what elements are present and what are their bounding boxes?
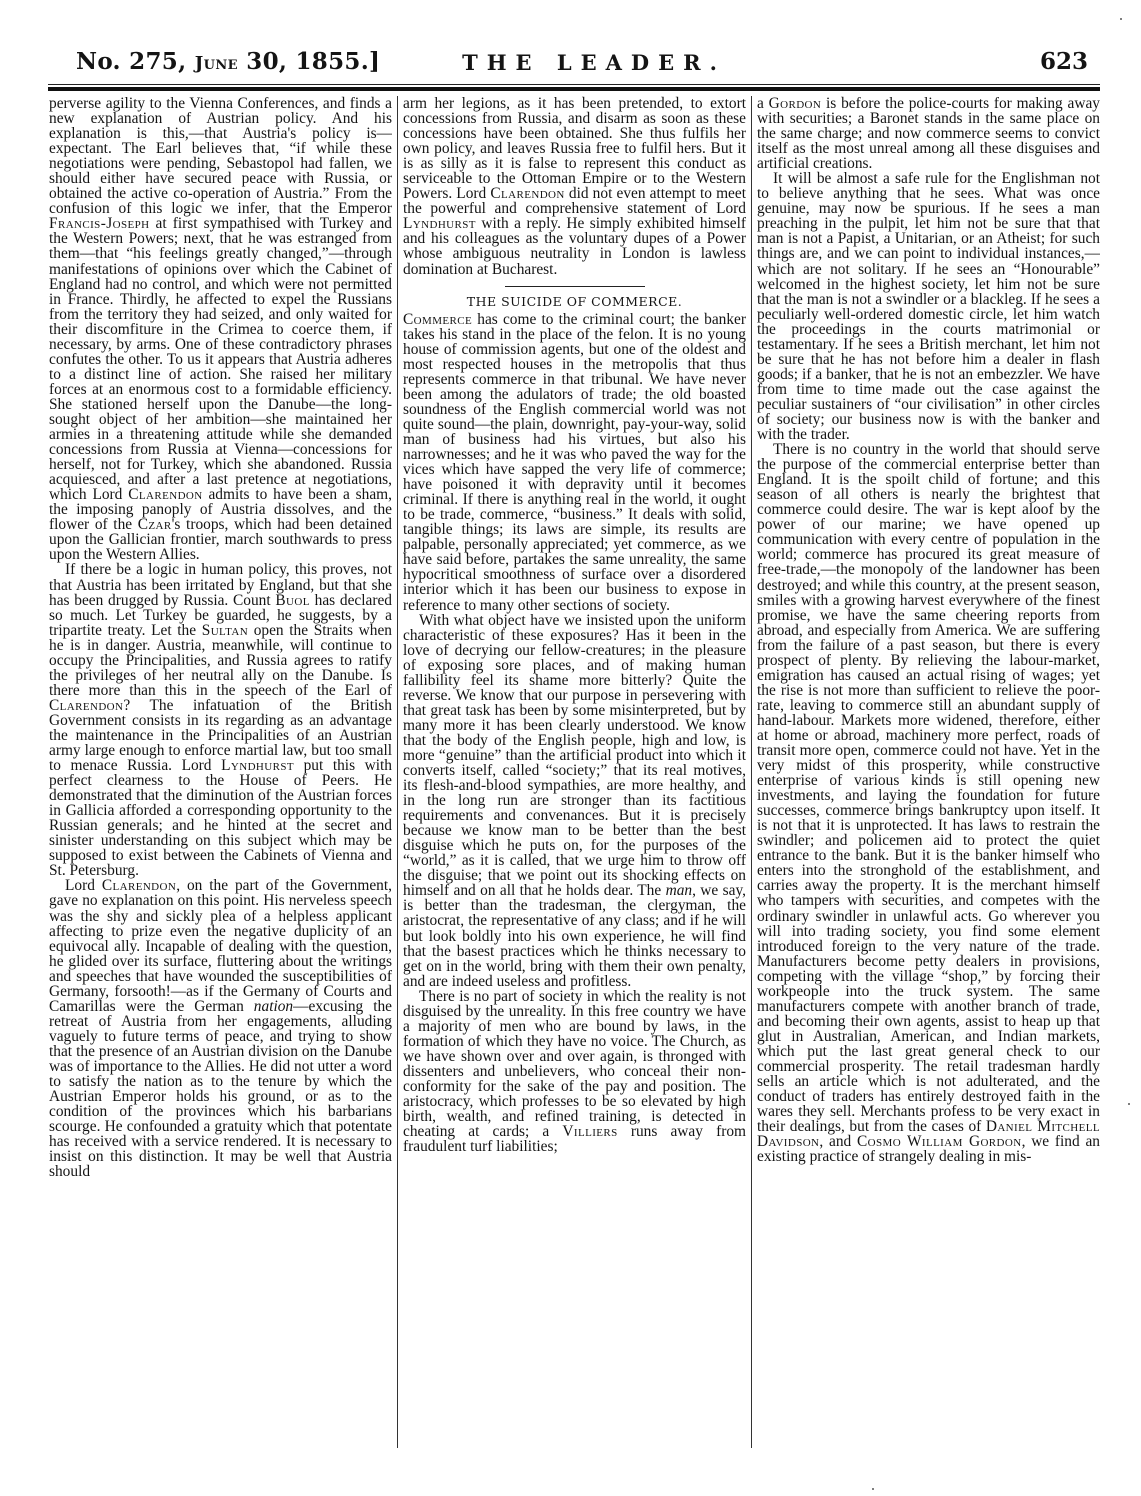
publication-title: THE LEADER. [462, 50, 726, 75]
print-speck [872, 1488, 874, 1490]
paragraph: With what object have we insisted upon the uniform characteristic of these exposures? Has it been in the love of decrying our fellow-creatures; in the pleasure of exposing sore places, and of making human fallibility feel its shame more bitterly? Quite the reverse. We know that our purpose in persevering with that great task has been by some misinterpreted, but by many more it has been clearly understood. We know that the body of the English people, high and low, is more “genuine” than the artificial product into which it converts itself, called “society;” that its real motives, its flesh-and-blood sympathies, are more healthy, and in the long run are stronger than its factitious requirements and convenances. But it is precisely because we know man to be better than the best disguise which he puts on, for the purposes of the “world,” as it is called, that we urge him to throw off the disguise; that we point out its shocking effects on himself and on all that he holds dear. The man, we say, is better than the tradesman, the clergyman, the aristocrat, the representative of any class; and if he will but look boldly into his own experience, he will find that the basest practices which he thinks necessary to get on in the world, bring with them their own penalty, and are indeed useless and profitless. [403, 611, 746, 990]
article-column-middle [403, 96, 746, 1451]
name-small-caps: Francis-Joseph [49, 215, 150, 233]
issue-number: No. 275, [76, 48, 187, 75]
name-small-caps: Clarendon [49, 696, 124, 714]
name-small-caps: Cosmo William Gordon [857, 1133, 1022, 1151]
name-small-caps: Lyndhurst [403, 215, 476, 233]
paragraph: Commerce has come to the criminal court; the banker takes his stand in the place of the felon. It is no young house of commission agents, but one of the oldest and most respected houses in the metropolis that thus represents commerce in that tribunal. We have never been among the adulators of trade; the old boasted soundness of the English commercial world was not quite sound—the plain, downright, pay-your-way, solid man of business had his virtues, but also his narrownesses; and he it was who paved the way for the vices which have sapped the very life of commerce; have poisoned it with depravity until it becomes criminal. If there is anything real in the world, it ought to be trade, commerce, “business.” It deals with solid, tangible things; its laws are simple, its results are palpable, personally appreciated; yet commerce, as we have said before, partakes the same unreality, the same hypocritical smoothness of surface over a disordered interior which it has been our business to expose in reference to many other sections of society. [403, 310, 746, 614]
column-divider [397, 96, 398, 1448]
name-small-caps: Sultan [201, 621, 249, 639]
article-heading: THE SUICIDE OF COMMERCE. [466, 293, 683, 309]
name-small-caps: Daniel Mitchell Davidson [757, 1118, 1100, 1151]
issue-date-rest: 30, 1855.] [246, 48, 381, 75]
paragraph: a Gordon is before the police-courts for making away with securities; a Baronet stands in the same place on the same charge; and now commerce seems to convict itself as the most unreal among all these disguises and artificial creations. [757, 96, 1100, 173]
name-small-caps: Clarendon [490, 185, 565, 203]
issue-month: June [194, 53, 238, 74]
name-small-caps: Lyndhurst [221, 757, 294, 775]
column-divider [751, 96, 752, 1448]
name-small-caps: Commerce [403, 310, 473, 328]
section-divider [505, 286, 645, 287]
paragraph: If there be a logic in human policy, this proves, not that Austria has been irritated by England, but that she has been drugged by Russia. Count Buol has declared so much. Let Turkey be guarded, he suggests, by a tripartite treaty. Let the Sultan open the Straits when he is in danger. Austria, meanwhile, will continue to occupy the Principalities, and Russia agrees to ratify the privileges of her neutral ally on the Danube. Is there more than this in the speech of the Earl of Clarendon? The infatuation of the British Government consists in its regarding as an advantage the maintenance in the Principalities of an Austrian army large enough to enforce martial law, but too small to menace Russia. Lord Lyndhurst put this with perfect clearness to the House of Peers. He demonstrated that the diminution of the Austrian forces in Gallicia afforded a corresponding opportunity to the Russian generals; and he hinted at the secret and sinister understanding on this subject which may be supposed to exist between the Cabinets of Vienna and St. Petersburg. [49, 561, 392, 880]
name-small-caps: Gordon [768, 96, 822, 112]
header-rule-thin [48, 84, 1100, 85]
header-rule-thick [48, 87, 1100, 91]
name-small-caps: Villiers [562, 1123, 618, 1141]
article-column-right [757, 96, 1100, 1451]
paragraph: There is no part of society in which the reality is not disguised by the unreality. In this free country we have a majority of men who are bound by laws, in the formation of which they have no voice. The Church, as we have shown over and over again, is thronged with dissenters and unbelievers, who conceal their non-conformity for the sake of the pay and position. The aristocracy, which professes to be so elevated by high birth, wealth, and refined training, is detected in cheating at cards; a Villiers runs away from fraudulent turf liabilities; [403, 987, 746, 1156]
italic-emphasis: man [665, 882, 693, 900]
paragraph: Lord Clarendon, on the part of the Government, gave no explanation on this point. His nerveless speech was the shy and sickly plea of a helpless applicant affecting to prize even the negative duplicity of an equivocal ally. Incapable of dealing with the question, he glided over its surface, fluttering about the writings and speeches that have wounded the susceptibilities of Germany, forsooth!—as if the Germany of Courts and Camarillas were the German nation—excusing the retreat of Austria from her engagements, alluding vaguely to future terms of peace, and trying to show that the presence of an Austrian division on the Danube was of importance to the Allies. He did not utter a word to satisfy the nation as to the tenure by which the Austrian Emperor holds his ground, or as to the condition of the provinces which his barbarians scourge. He confounded a gratuity which that potentate has received with a service rendered. It is necessary to insist on this distinction. It may be well that Austria should [49, 877, 392, 1181]
print-speck [1120, 18, 1122, 20]
article-column-left [49, 96, 392, 1451]
name-small-caps: Buol [275, 591, 310, 609]
paragraph: There is no country in the world that should serve the purpose of the commercial enterprise better than England. It is the spoilt child of fortune; and this season of all others is nearly the brightest that commerce could desire. The war is kept aloof by the power of our marine; we have opened up communication with every centre of population in the world; commerce has procured its great measure of free-trade,—the monopoly of the landowner has been destroyed; and while this country, at the present season, smiles with a growing harvest everywhere of the finest promise, we have the same cheering reports from abroad, and especially from America. We are suffering from the failure of a past season, but there is every prospect of plenty. By relieving the labour-market, emigration has caused an actual rising of wages; yet the rise is not more than sufficient to relieve the poor-rate, leaving to commerce still an abundant supply of hand-labour. Markets more widened, therefore, either at home or abroad, machinery more perfect, roads of transit more open, commerce could not have. Yet in the very midst of this prosperity, while constructive enterprise of various kinds is still opening new investments, and laying the foundation for future successes, commerce brings bankruptcy upon itself. It is not that it is unprotected. It has laws to restrain the swindler; and policemen aid to protect the quiet entrance to the bank. But it is the banker himself who enters into the stronghold of the establishment, and carries away the property. It is the merchant himself who tampers with securities, and competes with the ordinary swindler in unlawful acts. Go wherever you will into trading society, you find some element introduced foreign to the very nature of the trade. Manufacturers become petty dealers in provisions, competing with the village “shop,” by forcing their workpeople into the truck system. The same manufacturers compete with another branch of trade, and becoming their own agents, assist to heap up that glut in Australian, American, and Indian markets, which put the last great general check to our commercial prosperity. The retail tradesman hardly sells an article which is not adulterated, and the conduct of traders has entirely destroyed faith in the wares they sell. Merchants profess to be very exact in their dealings, but from the cases of Daniel Mitchell Davidson, and Cosmo William Gordon, we find an existing practice of strangely dealing in mis- [757, 441, 1100, 1166]
name-small-caps: Clarendon [101, 877, 177, 895]
italic-emphasis: nation [253, 997, 294, 1015]
masthead [48, 48, 1100, 82]
print-speck [1128, 1103, 1130, 1105]
paragraph: arm her legions, as it has been pretended, to extort concessions from Russia, and disarm as soon as these concessions have been obtained. She thus fulfils her own policy, and leaves Russia free to fulfil hers. But it is as silly as it is false to represent this conduct as serviceable to the Ottoman Empire or to the Western Powers. Lord Clarendon did not even attempt to meet the powerful and comprehensive statement of Lord Lyndhurst with a reply. He simply exhibited himself and his colleagues as the voluntary dupes of a Power whose ambiguous neutrality in London is lawless domination at Bucharest. [403, 96, 746, 278]
page-number: 623 [1039, 48, 1088, 75]
name-small-caps: Clarendon [128, 486, 203, 504]
paragraph: It will be almost a safe rule for the Englishman not to believe anything that he sees. What was once genuine, may now be spurious. If he sees a man preaching in the pulpit, let him not be sure that that man is not a Papist, a Unitarian, or an Atheist; for such things are, and we can point to individual instances,—which are not solitary. If he sees an “Honourable” welcomed in the highest society, let him not be sure that the man is not a swindler or a blackleg. If he sees a peculiarly well-ordered domestic circle, let him watch the proceedings in the courts matrimonial or testamentary. If he sees a British merchant, let him not be sure that he has not before him a dealer in flash goods; if a banker, that he is not an embezzler. We have from time to time made out the case against the peculiar sustainers of “our civilisation” in other circles of society; our business now is with the banker and with the trader. [757, 170, 1100, 444]
paragraph: perverse agility to the Vienna Conferences, and finds a new explanation of Austrian policy. And his explanation is this,—that Austria's policy is—expectant. The Earl believes that, “if while these negotiations were pending, Sebastopol had fallen, we should either have secured peace with Russia, or obtained the active co-operation of Austria.” From the confusion of this logic we infer, that the Emperor Francis-Joseph at first sympathised with Turkey and the Western Powers; next, that he was estranged from them—that “his feelings greatly changed,”—through manifestations of opinions over which the Cabinet of England had no control, and which were not permitted in France. Thirdly, he affected to expel the Russians from the territory they had seized, and only waited for their discomfiture in the Crimea to coerce them, if necessary, by arms. One of these contradictory phrases confutes the other. To us it appears that Austria adheres to a distinct line of action. She raised her military forces at an enormous cost to a formidable efficiency. She stationed herself upon the Danube—the long-sought object of her ambition—she maintained her armies in a threatening attitude while she demanded concessions from Russia at Vienna—concessions for herself, not for Turkey, which she abandoned. Russia acquiesced, and after a last pretence at negotiations, which Lord Clarendon admits to have been a sham, the imposing panoply of Austria dissolves, and the flower of the Czar's troops, which had been detained upon the Gallician frontier, march southwards to press upon the Western Allies. [49, 96, 392, 564]
name-small-caps: Czar [137, 516, 172, 534]
